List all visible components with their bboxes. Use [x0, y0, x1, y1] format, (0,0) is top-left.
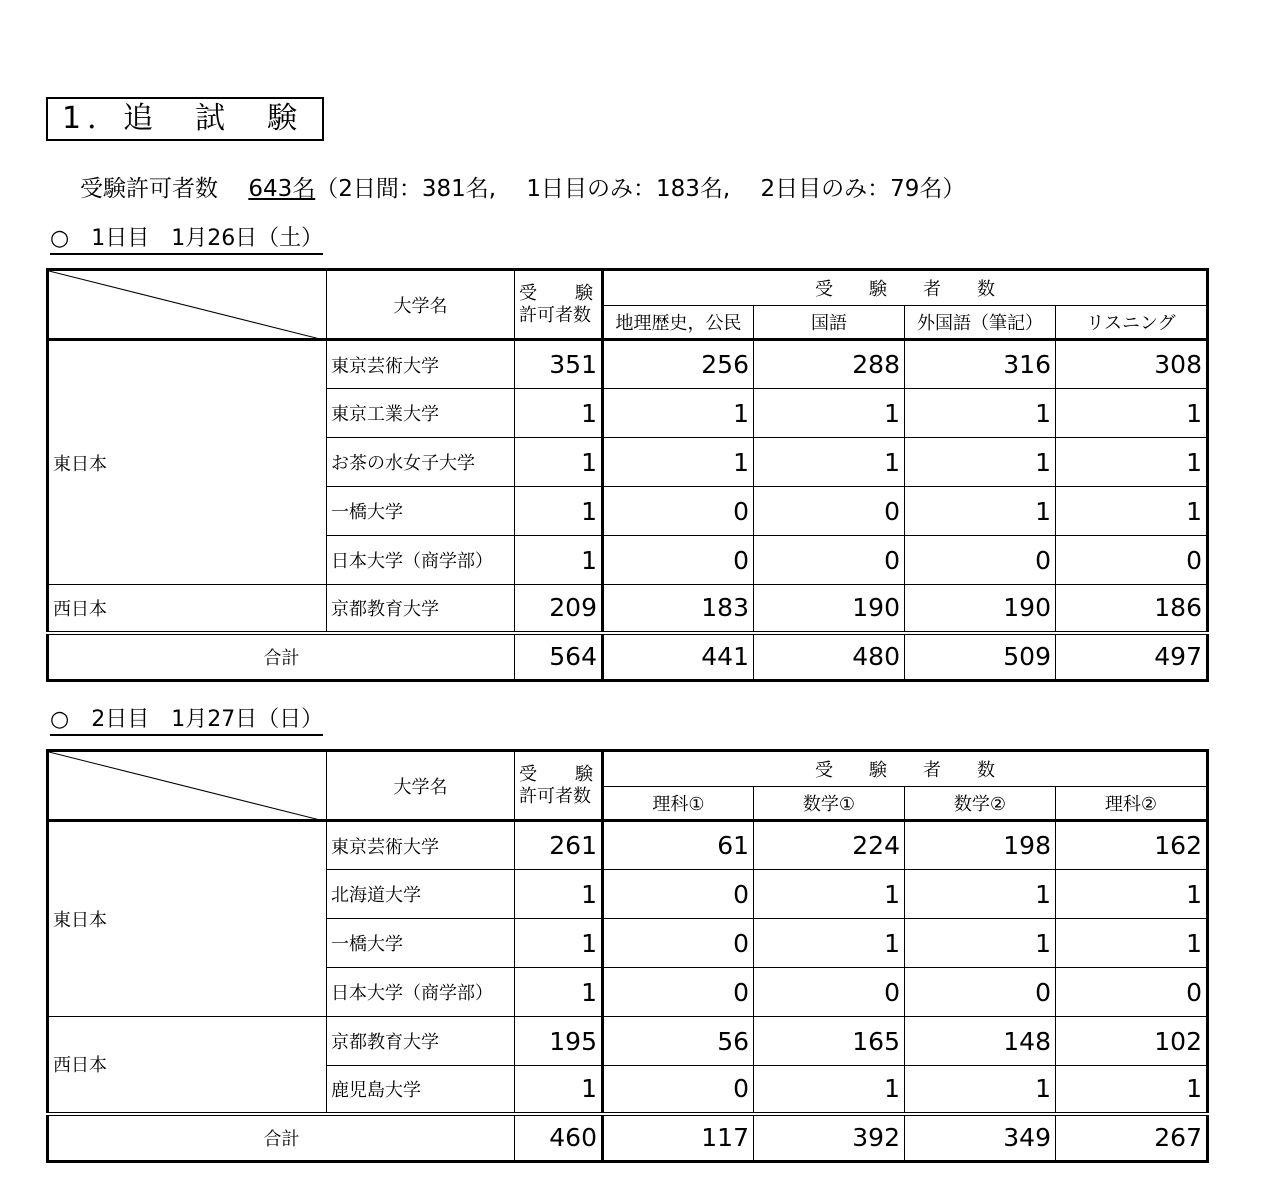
day1-subject-4: リスニング: [1056, 306, 1208, 340]
examinee-count: 0: [754, 536, 905, 585]
diagonal-line: [49, 271, 327, 340]
day2-header-examinees: 受 験 者 数: [603, 751, 1208, 787]
examinee-count: 0: [603, 487, 754, 536]
examinee-count: 0: [603, 1066, 754, 1114]
examinee-count: 186: [1056, 585, 1208, 633]
permit-char-a: 受: [519, 282, 537, 304]
univ-name: 北海道大学: [327, 870, 515, 919]
examinee-count: 316: [905, 340, 1056, 389]
total-count: 392: [754, 1114, 905, 1162]
examinee-count: 165: [754, 1017, 905, 1066]
examinee-count: 1: [754, 438, 905, 487]
examinee-count: 1: [603, 438, 754, 487]
permit-count: 209: [515, 585, 603, 633]
examinee-count: 1: [1056, 389, 1208, 438]
permit-count: 261: [515, 821, 603, 870]
examinee-count: 148: [905, 1017, 1056, 1066]
univ-name: 京都教育大学: [327, 1017, 515, 1066]
examinee-count: 1: [905, 919, 1056, 968]
permit-count: 1: [515, 1066, 603, 1114]
examinee-count: 0: [1056, 968, 1208, 1017]
examinee-count: 1: [1056, 1066, 1208, 1114]
permit-count: 1: [515, 487, 603, 536]
region-label: 西日本: [48, 1017, 327, 1114]
examinee-count: 1: [754, 919, 905, 968]
permit-count: 351: [515, 340, 603, 389]
total-count: 441: [603, 633, 754, 681]
examinee-count: 61: [603, 821, 754, 870]
diagonal-line: [49, 752, 327, 821]
total-count: 117: [603, 1114, 754, 1162]
examinee-count: 0: [905, 968, 1056, 1017]
examinee-count: 0: [905, 536, 1056, 585]
univ-name: 一橋大学: [327, 919, 515, 968]
day2-header-permit: [515, 751, 603, 821]
table-row: [48, 585, 1208, 633]
examinee-count: 1: [905, 1066, 1056, 1114]
total-label: 合計: [48, 1114, 515, 1162]
day1-header-permit: [515, 270, 603, 340]
day2-subject-2: 数学①: [754, 787, 905, 821]
examinee-count: 1: [905, 870, 1056, 919]
examinee-count: 1: [905, 438, 1056, 487]
examinee-count: 0: [1056, 536, 1208, 585]
examinee-count: 102: [1056, 1017, 1208, 1066]
total-count: 497: [1056, 633, 1208, 681]
univ-name: 東京芸術大学: [327, 821, 515, 870]
day2-subject-4: 理科②: [1056, 787, 1208, 821]
univ-name: 鹿児島大学: [327, 1066, 515, 1114]
day2-heading: ○ 2日目 1月27日（日）: [50, 707, 323, 736]
total-row: [48, 1114, 1208, 1162]
examinee-count: 224: [754, 821, 905, 870]
total-permit: 564: [515, 633, 603, 681]
examinee-count: 0: [603, 919, 754, 968]
examinee-count: 1: [1056, 919, 1208, 968]
examinee-count: 1: [603, 389, 754, 438]
examinee-count: 256: [603, 340, 754, 389]
summary-line: [80, 170, 965, 203]
examinee-count: 0: [754, 487, 905, 536]
permit-char-b: 験: [575, 282, 593, 304]
examinee-count: 183: [603, 585, 754, 633]
examinee-count: 1: [754, 870, 905, 919]
day1-subject-1: 地理歴史，公民: [603, 306, 754, 340]
examinee-count: 0: [603, 536, 754, 585]
permit-count: 1: [515, 968, 603, 1017]
examinee-count: 1: [905, 487, 1056, 536]
examinee-count: 190: [905, 585, 1056, 633]
day2-table: [46, 749, 1209, 1163]
examinee-count: 1: [1056, 438, 1208, 487]
day2-subject-3: 数学②: [905, 787, 1056, 821]
univ-name: 東京工業大学: [327, 389, 515, 438]
summary-detail: （2日間：381名, 1日目のみ：183名, 2日目のみ：79名）: [315, 176, 966, 202]
examinee-count: 0: [754, 968, 905, 1017]
examinee-count: 0: [603, 968, 754, 1017]
univ-name: 一橋大学: [327, 487, 515, 536]
examinee-count: 1: [754, 389, 905, 438]
day2-subject-1: 理科①: [603, 787, 754, 821]
summary-label: 受験許可者数: [80, 176, 218, 202]
permit-count: 1: [515, 870, 603, 919]
examinee-count: 190: [754, 585, 905, 633]
univ-name: 京都教育大学: [327, 585, 515, 633]
region-label: 西日本: [48, 585, 327, 633]
total-count: 480: [754, 633, 905, 681]
total-count: 349: [905, 1114, 1056, 1162]
examinee-count: 1: [905, 389, 1056, 438]
examinee-count: 0: [603, 870, 754, 919]
permit-count: 1: [515, 438, 603, 487]
day1-header-examinees: 受 験 者 数: [603, 270, 1208, 306]
examinee-count: 1: [754, 1066, 905, 1114]
examinee-count: 308: [1056, 340, 1208, 389]
day1-table: [46, 268, 1209, 682]
examinee-count: 198: [905, 821, 1056, 870]
permit-count: 1: [515, 536, 603, 585]
examinee-count: 162: [1056, 821, 1208, 870]
day1-subject-3: 外国語（筆記）: [905, 306, 1056, 340]
examinee-count: 56: [603, 1017, 754, 1066]
day2-header-univ: 大学名: [327, 751, 515, 821]
permit-count: 195: [515, 1017, 603, 1066]
day2-corner-cell: [48, 751, 327, 821]
examinee-count: 288: [754, 340, 905, 389]
permit-char-a: 受: [519, 763, 537, 785]
region-label: 東日本: [48, 340, 327, 585]
table-row: [48, 340, 1208, 389]
univ-name: 日本大学（商学部）: [327, 968, 515, 1017]
total-permit: 460: [515, 1114, 603, 1162]
permit-count: 1: [515, 389, 603, 438]
page-heading: 1．追 試 験: [46, 97, 324, 141]
table-row: [48, 821, 1208, 870]
permit-char-b: 験: [575, 763, 593, 785]
examinee-count: 1: [1056, 870, 1208, 919]
total-count: 267: [1056, 1114, 1208, 1162]
day1-heading: ○ 1日目 1月26日（土）: [50, 226, 323, 255]
examinee-count: 1: [1056, 487, 1208, 536]
region-label: 東日本: [48, 821, 327, 1017]
permit-label: 許可者数: [519, 785, 591, 807]
permit-label: 許可者数: [519, 304, 591, 326]
day1-corner-cell: [48, 270, 327, 340]
day1-subject-2: 国語: [754, 306, 905, 340]
summary-total: 643名: [248, 176, 316, 202]
univ-name: 日本大学（商学部）: [327, 536, 515, 585]
table-row: [48, 1017, 1208, 1066]
univ-name: お茶の水女子大学: [327, 438, 515, 487]
total-row: [48, 633, 1208, 681]
permit-count: 1: [515, 919, 603, 968]
day1-header-univ: 大学名: [327, 270, 515, 340]
total-count: 509: [905, 633, 1056, 681]
total-label: 合計: [48, 633, 515, 681]
univ-name: 東京芸術大学: [327, 340, 515, 389]
